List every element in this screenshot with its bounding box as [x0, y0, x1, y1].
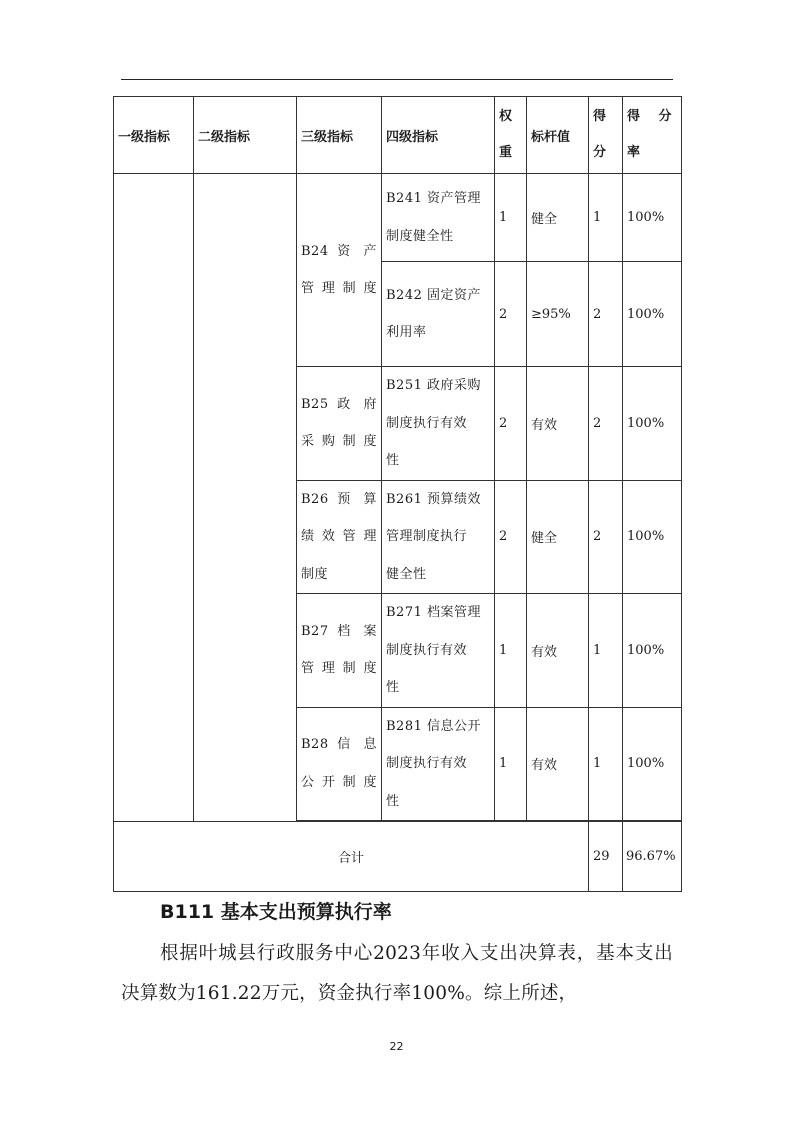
section-heading: B111 基本支出预算执行率 — [160, 901, 392, 923]
weight-cell: 2 — [495, 367, 527, 481]
benchmark-cell: 有效 — [527, 367, 589, 481]
header-level1: 一级指标 — [114, 97, 194, 174]
score-cell: 2 — [589, 262, 623, 367]
level3-cell: B28 信 息 公开制度 — [297, 707, 382, 821]
total-score: 29 — [589, 822, 623, 892]
header-rule — [121, 79, 673, 80]
level1-cell — [114, 174, 194, 822]
header-level3: 三级指标 — [297, 97, 382, 174]
header-level4: 四级指标 — [382, 97, 495, 174]
benchmark-cell: ≥95% — [527, 262, 589, 367]
total-label: 合计 — [114, 822, 589, 892]
score-cell: 1 — [589, 174, 623, 262]
rate-cell: 100% — [623, 707, 682, 821]
table-row — [114, 174, 682, 262]
rate-cell: 100% — [623, 367, 682, 481]
header-benchmark: 标杆值 — [527, 97, 589, 174]
level3-cell: B26 预 算 绩效管理 制度 — [297, 480, 382, 594]
level3-cell: B25 政 府 采购制度 — [297, 367, 382, 481]
weight-cell: 1 — [495, 594, 527, 708]
evaluation-table — [113, 96, 682, 892]
weight-cell: 1 — [495, 174, 527, 262]
header-level2: 二级指标 — [194, 97, 297, 174]
score-cell: 2 — [589, 367, 623, 481]
benchmark-cell: 健全 — [527, 480, 589, 594]
total-row — [114, 822, 682, 892]
weight-cell: 1 — [495, 707, 527, 821]
rate-cell: 100% — [623, 262, 682, 367]
score-cell: 1 — [589, 594, 623, 708]
score-cell: 2 — [589, 480, 623, 594]
weight-cell: 2 — [495, 480, 527, 594]
score-cell: 1 — [589, 707, 623, 821]
level4-cell: B242 固定资产 利用率 — [382, 262, 495, 367]
table-header-row — [114, 97, 682, 174]
level4-cell: B281 信息公开 制度执行有效 性 — [382, 707, 495, 821]
benchmark-cell: 健全 — [527, 174, 589, 262]
total-rate: 96.67% — [623, 822, 682, 892]
level4-cell: B261 预算绩效 管理制度执行 健全性 — [382, 480, 495, 594]
level2-cell — [194, 174, 297, 822]
rate-cell: 100% — [623, 594, 682, 708]
benchmark-cell: 有效 — [527, 594, 589, 708]
level4-cell: B251 政府采购 制度执行有效 性 — [382, 367, 495, 481]
level4-cell: B271 档案管理 制度执行有效 性 — [382, 594, 495, 708]
rate-cell: 100% — [623, 480, 682, 594]
section-paragraph: 根据叶城县行政服务中心2023年收入支出决算表，基本支出决算数为161.22万元，资金执行率100%。综上所述， — [121, 943, 673, 1004]
weight-cell: 2 — [495, 262, 527, 367]
header-rate: 得 分 率 — [623, 97, 682, 174]
benchmark-cell: 有效 — [527, 707, 589, 821]
header-score: 得 分 — [589, 97, 623, 174]
page-number: 22 — [389, 1040, 404, 1053]
header-weight: 权 重 — [495, 97, 527, 174]
level3-cell: B27 档 案 管理制度 — [297, 594, 382, 708]
level3-cell: B24 资 产 管理制度 — [297, 174, 382, 367]
rate-cell: 100% — [623, 174, 682, 262]
level4-cell: B241 资产管理 制度健全性 — [382, 174, 495, 262]
